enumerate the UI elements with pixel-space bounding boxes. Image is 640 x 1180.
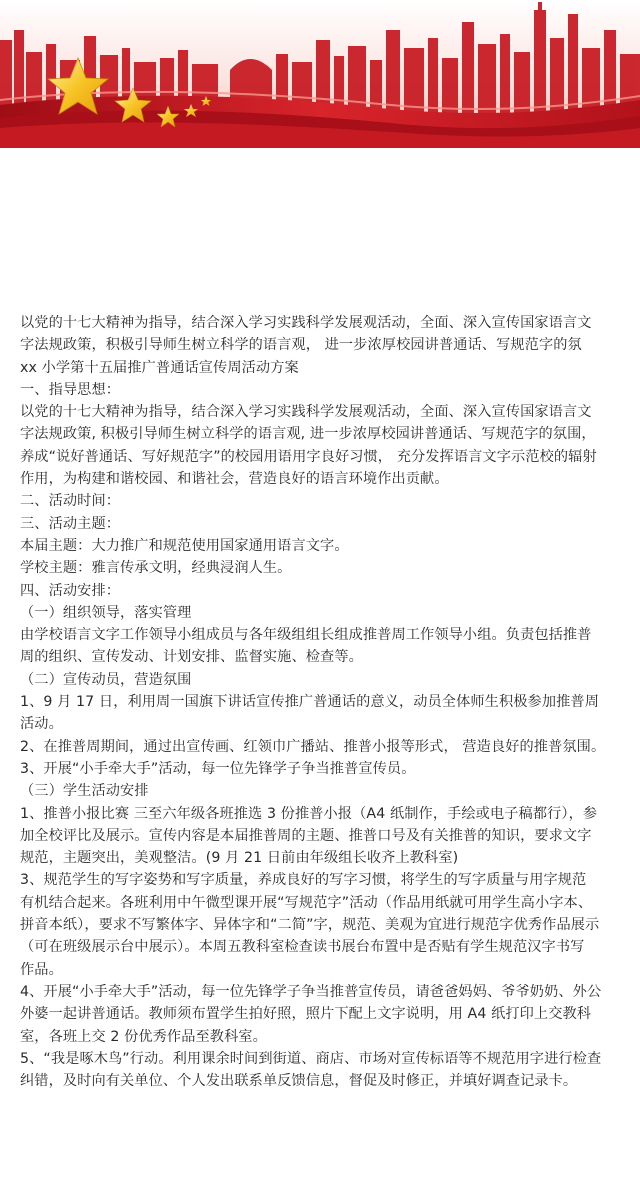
document-line: 拼音本纸），要求不写繁体字、异体字和“二简”字，规范、美观为宜进行规范字优秀作品展示 [20, 917, 600, 934]
document-line: 四、活动安排： [20, 582, 121, 599]
document-line: 1、9 月 17 日，利用周一国旗下讲话宣传推广普通话的意义，动员全体师生积极参加推普周 [20, 694, 599, 711]
document-line: 作品。 [20, 961, 63, 978]
city-skyline-stars-graphic [0, 0, 640, 148]
document-line: 二、活动时间： [20, 493, 121, 510]
document-line: 加全校评比及展示。宣传内容是本届推普周的主题、推普口号及有关推普的知识，要求文字 [20, 827, 592, 844]
document-line: 1、推普小报比赛 三至六年级各班推选 3 份推普小报（A4 纸制作，手绘或电子稿都行），参 [20, 805, 598, 822]
document-line: 作用，为构建和谐校园、和谐社会，营造良好的语言环境作出贡献。 [20, 471, 449, 488]
document-line: 5、“我是啄木鸟”行动。利用课余时间到街道、商店、市场对宣传标语等不规范用字进行检查 [20, 1050, 602, 1067]
document-line: 学校主题：雅言传承文明，经典浸润人生。 [20, 560, 292, 577]
document-line: （可在班级展示台中展示）。本周五教科室检查读书展台布置中是否贴有学生规范汉字书写 [20, 939, 585, 956]
document-line: 纠错，及时向有关单位、个人发出联系单反馈信息，督促及时修正，并填好调查记录卡。 [20, 1073, 578, 1090]
document-line: 有机结合起来。各班利用中午微型课开展“写规范字”活动（作品用纸就可用学生高小字本、 [20, 894, 593, 911]
document-line: 以党的十七大精神为指导，结合深入学习实践科学发展观活动，全面、深入宣传国家语言文 [20, 404, 592, 421]
document-line: 活动。 [20, 716, 63, 733]
header-banner [0, 0, 640, 148]
document-line: 由学校语言文字工作领导小组成员与各年级组组长组成推普周工作领导小组。负责包括推普 [20, 627, 592, 644]
document-line: 以党的十七大精神为指导，结合深入学习实践科学发展观活动，全面、深入宣传国家语言文 [20, 315, 592, 331]
document-line: 2、在推普周期间，通过出宣传画、红领巾广播站、推普小报等形式， 营造良好的推普氛围。 [20, 738, 606, 755]
document-line: （一）组织领导，落实管理 [20, 604, 192, 621]
document-line: 一、指导思想： [20, 381, 121, 398]
document-line: 字法规政策, 积极引导师生树立科学的语言观, 进一步浓厚校园讲普通话、写规范字的氛围， [20, 426, 596, 443]
document-line: 室，各班上交 2 份优秀作品至教科室。 [20, 1028, 267, 1045]
document-line: 规范，主题突出，美观整洁。(9 月 21 日前由年级组长收齐上教科室) [20, 850, 459, 867]
document-line: 外婆一起讲普通话。教师须布置学生拍好照，照片下配上文字说明，用 A4 纸打印上交教科 [20, 1006, 592, 1023]
document-body [20, 312, 622, 1092]
document-line: 3、开展“小手牵大手”活动，每一位先锋学子争当推普宣传员。 [20, 760, 416, 777]
document-line: 4、开展“小手牵大手”活动，每一位先锋学子争当推普宣传员，请爸爸妈妈、爷爷奶奶、外公 [20, 983, 602, 1000]
document-line: 3、规范学生的写字姿势和写字质量，养成良好的写字习惯，将学生的写字质量与用字规范 [20, 872, 587, 889]
document-line: xx 小学第十五届推广普通话宣传周活动方案 [20, 359, 299, 376]
document-line: 字法规政策，积极引导师生树立科学的语言观， 进一步浓厚校园讲普通话、写规范字的氛 [20, 337, 582, 354]
document-line: 周的组织、宣传发动、计划安排、监督实施、检查等。 [20, 649, 363, 666]
document-line: 三、活动主题： [20, 515, 121, 532]
document-line: 养成“说好普通话、写好规范字”的校园用语用字良好习惯， 充分发挥语言文字示范校的辐射 [20, 448, 597, 465]
document-line: （三）学生活动安排 [20, 783, 149, 800]
document-line: 本届主题：大力推广和规范使用国家通用语言文字。 [20, 537, 349, 554]
document-line: （二）宣传动员，营造氛围 [20, 671, 192, 688]
